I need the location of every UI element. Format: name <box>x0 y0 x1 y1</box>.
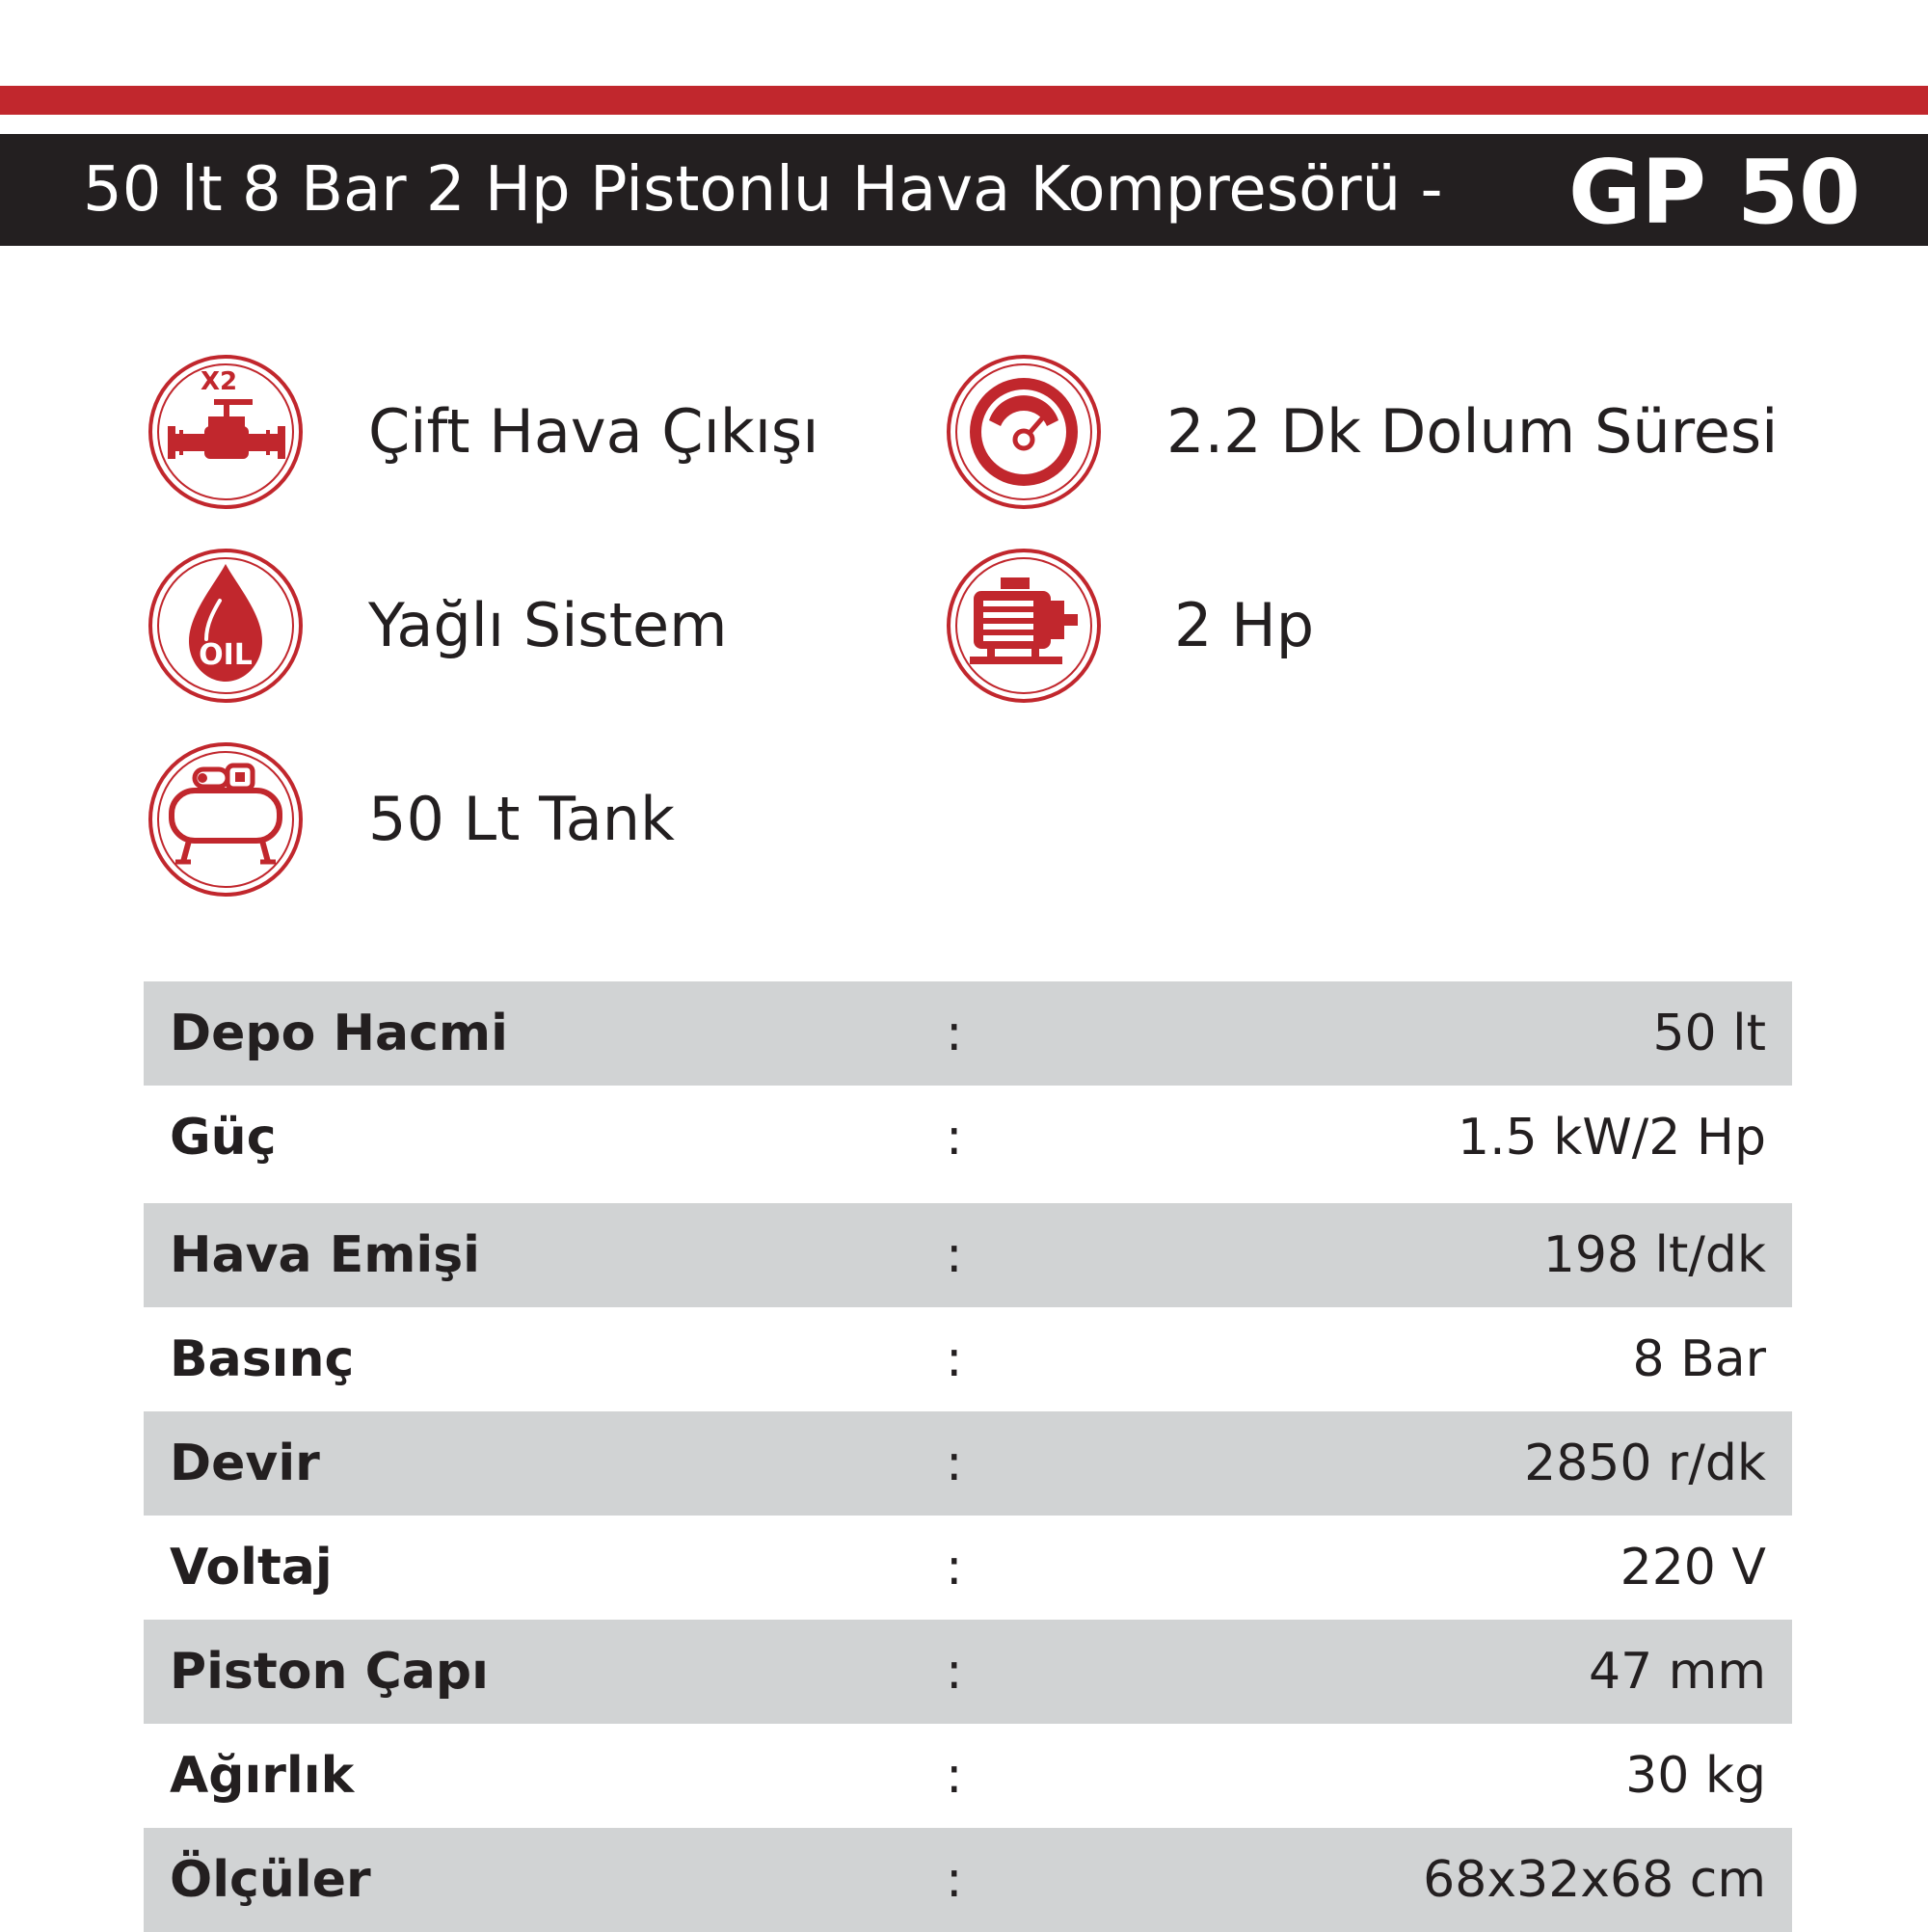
title-bar <box>0 134 1928 246</box>
table-row <box>144 1307 1792 1411</box>
spec-separator: : <box>946 1330 963 1388</box>
spec-label: Piston Çapı <box>170 1643 489 1701</box>
double-valve-icon <box>147 353 305 511</box>
spec-label: Basınç <box>170 1330 355 1388</box>
spec-value: 1.5 kW/2 Hp <box>1458 1109 1766 1167</box>
spec-label: Voltaj <box>170 1539 333 1597</box>
pressure-gauge-icon <box>945 353 1103 511</box>
feature-label: 50 Lt Tank <box>368 784 675 854</box>
spec-label: Hava Emişi <box>170 1226 481 1284</box>
table-row <box>144 981 1792 1086</box>
feature-label: 2.2 Dk Dolum Süresi <box>1166 396 1779 467</box>
spec-value: 220 V <box>1620 1539 1766 1597</box>
table-row <box>144 1828 1792 1932</box>
spec-value: 8 Bar <box>1632 1330 1766 1388</box>
spec-value: 47 mm <box>1588 1643 1766 1701</box>
spec-label: Güç <box>170 1109 277 1167</box>
spec-separator: : <box>946 1643 963 1701</box>
feature-oil-system <box>147 547 841 705</box>
red-accent-stripe <box>0 86 1928 115</box>
spec-value: 50 lt <box>1652 1005 1766 1062</box>
model-name: GP 50 <box>1568 141 1861 244</box>
table-row <box>144 1411 1792 1516</box>
feature-tank <box>147 740 841 899</box>
spec-separator: : <box>946 1226 963 1284</box>
spec-separator: : <box>946 1851 963 1909</box>
spec-separator: : <box>946 1435 963 1492</box>
feature-fill-time <box>945 353 1812 511</box>
table-row <box>144 1516 1792 1620</box>
spec-label: Ölçüler <box>170 1851 371 1909</box>
spec-label: Ağırlık <box>170 1747 355 1805</box>
spec-label: Depo Hacmi <box>170 1005 508 1062</box>
air-tank-icon <box>147 740 305 899</box>
oil-drop-icon <box>147 547 305 705</box>
page-title: 50 lt 8 Bar 2 Hp Pistonlu Hava Kompresörü - <box>83 154 1443 226</box>
spec-label: Devir <box>170 1435 320 1492</box>
table-row <box>144 1724 1792 1828</box>
spec-value: 30 kg <box>1625 1747 1766 1805</box>
valve-icon-text: X2 <box>201 367 238 396</box>
table-row <box>144 1086 1792 1203</box>
spec-separator: : <box>946 1005 963 1062</box>
feature-motor-power <box>945 547 1812 705</box>
feature-double-air-outlet <box>147 353 841 511</box>
feature-label: 2 Hp <box>1174 590 1315 660</box>
spec-value: 2850 r/dk <box>1524 1435 1766 1492</box>
spec-separator: : <box>946 1109 963 1167</box>
spec-value: 68x32x68 cm <box>1423 1851 1766 1909</box>
electric-motor-icon <box>945 547 1103 705</box>
table-row <box>144 1620 1792 1724</box>
spec-value: 198 lt/dk <box>1542 1226 1766 1284</box>
spec-separator: : <box>946 1539 963 1597</box>
feature-label: Yağlı Sistem <box>368 590 728 660</box>
spec-table <box>144 981 1792 1932</box>
table-row <box>144 1203 1792 1307</box>
oil-icon-text: OIL <box>199 638 253 672</box>
feature-label: Çift Hava Çıkışı <box>368 396 819 467</box>
spec-separator: : <box>946 1747 963 1805</box>
